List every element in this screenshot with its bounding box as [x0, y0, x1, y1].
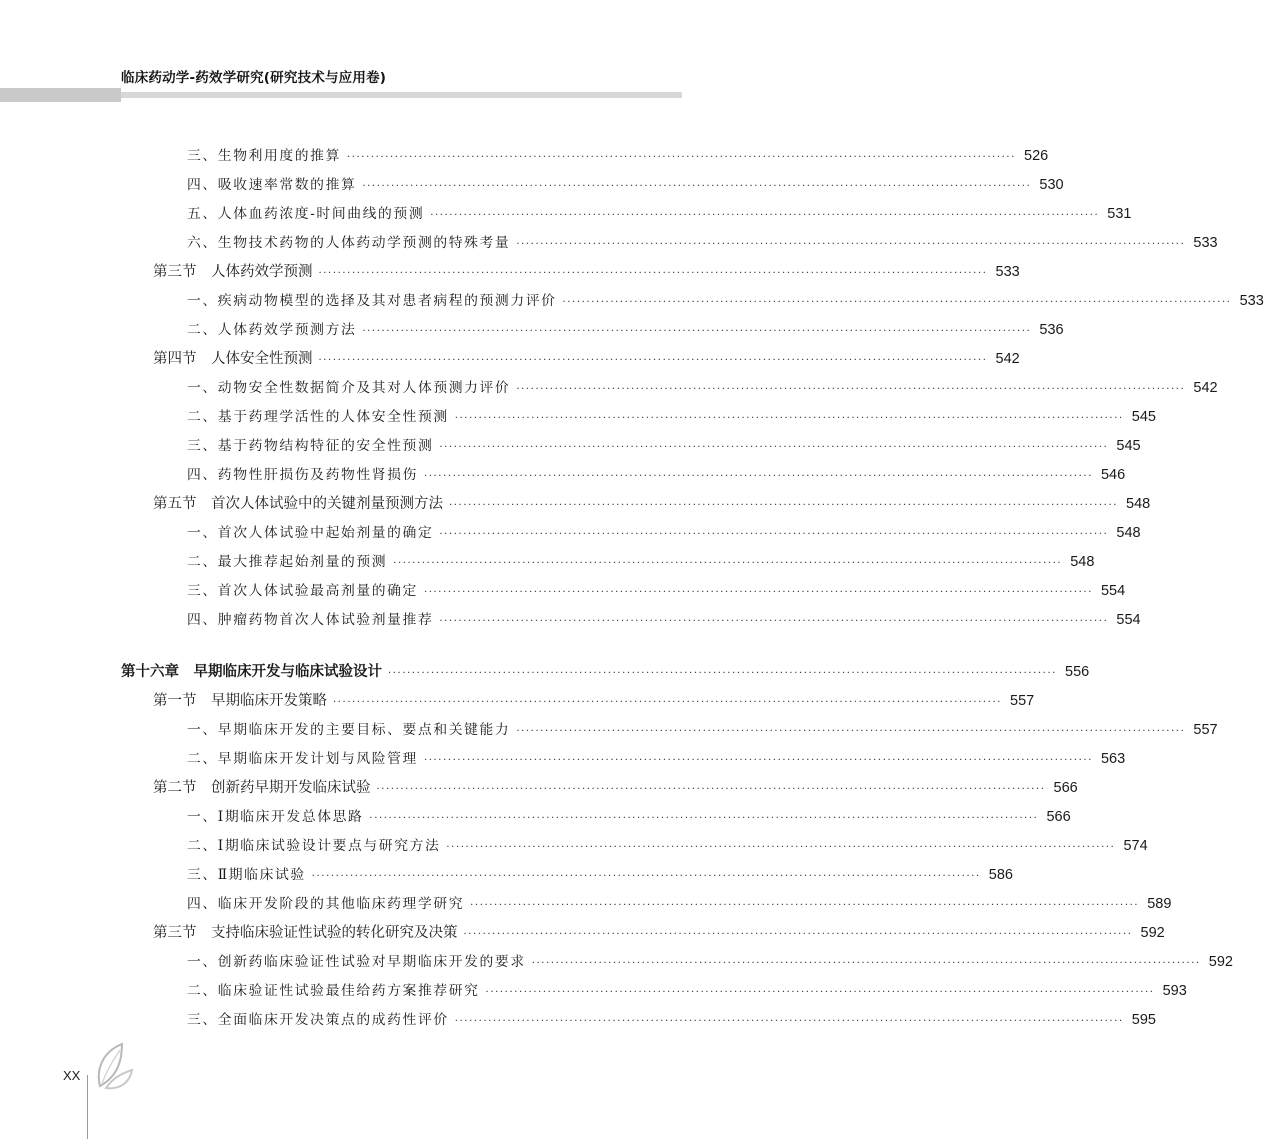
toc-leader-dots: ············································································································································ [346, 152, 1016, 163]
toc-entry-page: 589 [1147, 896, 1172, 912]
toc-section-entry [153, 691, 1035, 713]
toc-leader-dots: ············································································································································ [562, 297, 1232, 308]
toc-entry-label: 三、Ⅱ期临床试验 [187, 867, 306, 883]
toc-section-entry [153, 494, 1151, 516]
leaf-icon [92, 1040, 136, 1092]
toc-leader-dots: ············································································································································ [454, 1016, 1124, 1027]
toc-entry-page: 545 [1116, 438, 1141, 454]
toc-subsection-entry [187, 981, 1187, 1003]
footer-rule [87, 1075, 88, 1139]
toc-leader-dots: ············································································································································ [393, 558, 1063, 569]
toc-leader-dots: ············································································································································ [376, 784, 1046, 795]
header-bar-dark [0, 88, 121, 102]
toc-entry-label: 第二节 创新药早期开发临床试验 [153, 780, 371, 796]
toc-entry-page: 592 [1208, 954, 1233, 970]
toc-subsection-entry [187, 952, 1233, 974]
toc-entry-page: 593 [1162, 983, 1187, 999]
header-title: 临床药动学-药效学研究(研究技术与应用卷) [121, 70, 387, 86]
toc-entry-label: 四、临床开发阶段的其他临床药理学研究 [187, 896, 465, 912]
toc-leader-dots: ············································································································································ [423, 587, 1093, 598]
toc-entry-label: 一、疾病动物模型的选择及其对患者病程的预测力评价 [187, 293, 557, 309]
toc-leader-dots: ············································································································································ [311, 871, 981, 882]
toc-entry-page: 548 [1070, 554, 1095, 570]
toc-entry-label: 二、早期临床开发计划与风险管理 [187, 751, 418, 767]
toc-leader-dots: ············································································································································ [516, 726, 1186, 737]
toc-subsection-entry [187, 581, 1126, 603]
toc-entry-label: 第四节 人体安全性预测 [153, 351, 313, 367]
toc-entry-label: 一、Ⅰ期临床开发总体思路 [187, 809, 364, 825]
toc-leader-dots: ············································································································································ [439, 442, 1109, 453]
toc-entry-page: 548 [1116, 525, 1141, 541]
toc-leader-dots: ············································································································································ [430, 210, 1100, 221]
toc-entry-page: 548 [1126, 496, 1151, 512]
toc-subsection-entry [187, 204, 1132, 226]
toc-leader-dots: ············································································································································ [470, 900, 1140, 911]
toc-section-entry [153, 349, 1020, 371]
toc-leader-dots: ············································································································································ [516, 239, 1186, 250]
toc-entry-page: 545 [1131, 409, 1156, 425]
toc-entry-page: 595 [1131, 1012, 1156, 1028]
toc-entry-label: 一、早期临床开发的主要目标、要点和关键能力 [187, 722, 511, 738]
toc-leader-dots: ············································································································································ [318, 355, 988, 366]
toc-leader-dots: ············································································································································ [454, 413, 1124, 424]
toc-entry-label: 三、生物利用度的推算 [187, 148, 341, 164]
toc-leader-dots: ············································································································································ [446, 842, 1116, 853]
toc-entry-page: 592 [1140, 925, 1165, 941]
toc-entry-label: 第十六章 早期临床开发与临床试验设计 [121, 664, 382, 680]
toc-leader-dots: ············································································································································ [423, 755, 1093, 766]
toc-leader-dots: ············································································································································ [369, 813, 1039, 824]
toc-entry-page: 533 [995, 264, 1020, 280]
toc-leader-dots: ············································································································································ [516, 384, 1186, 395]
toc-entry-label: 一、创新药临床验证性试验对早期临床开发的要求 [187, 954, 526, 970]
toc-subsection-entry [187, 291, 1264, 313]
toc-subsection-entry [187, 320, 1064, 342]
toc-leader-dots: ············································································································································ [362, 326, 1032, 337]
toc-subsection-entry [187, 552, 1095, 574]
toc-subsection-entry [187, 894, 1172, 916]
toc-subsection-entry [187, 146, 1049, 168]
toc-subsection-entry [187, 233, 1218, 255]
toc-subsection-entry [187, 523, 1141, 545]
toc-entry-label: 二、Ⅰ期临床试验设计要点与研究方法 [187, 838, 441, 854]
toc-entry-page: 533 [1239, 293, 1264, 309]
toc-entry-page: 563 [1100, 751, 1126, 767]
toc-entry-label: 五、人体血药浓度-时间曲线的预测 [187, 206, 425, 222]
toc-entry-label: 二、最大推荐起始剂量的预测 [187, 554, 388, 570]
toc-entry-label: 三、首次人体试验最高剂量的确定 [187, 583, 418, 599]
toc-leader-dots: ············································································································································ [318, 268, 988, 279]
toc-leader-dots: ············································································································································ [439, 616, 1109, 627]
toc-entry-page: 557 [1193, 722, 1218, 738]
toc-leader-dots: ············································································································································ [463, 929, 1133, 940]
toc-subsection-entry [187, 749, 1126, 771]
toc-entry-page: 557 [1010, 693, 1035, 709]
toc-leader-dots: ············································································································································ [531, 958, 1201, 969]
toc-entry-label: 二、基于药理学活性的人体安全性预测 [187, 409, 449, 425]
toc-leader-dots: ············································································································································ [388, 668, 1058, 679]
toc-section-entry [153, 262, 1020, 284]
toc-entry-page: 566 [1053, 780, 1078, 796]
header-bar-light [121, 92, 682, 98]
toc-entry-label: 第一节 早期临床开发策略 [153, 693, 327, 709]
toc-subsection-entry [187, 407, 1156, 429]
toc-entry-page: 526 [1024, 148, 1049, 164]
toc-subsection-entry [187, 378, 1218, 400]
toc-entry-label: 二、人体药效学预测方法 [187, 322, 357, 338]
toc-entry-label: 二、临床验证性试验最佳给药方案推荐研究 [187, 983, 480, 999]
toc-entry-label: 四、药物性肝损伤及药物性肾损伤 [187, 467, 418, 483]
toc-entry-label: 一、首次人体试验中起始剂量的确定 [187, 525, 434, 541]
toc-entry-label: 第三节 支持临床验证性试验的转化研究及决策 [153, 925, 458, 941]
toc-entry-label: 第三节 人体药效学预测 [153, 264, 313, 280]
toc-section-entry [153, 778, 1078, 800]
toc-entry-page: 530 [1039, 177, 1064, 193]
toc-subsection-entry [187, 436, 1141, 458]
toc-subsection-entry [187, 1010, 1156, 1032]
toc-subsection-entry [187, 720, 1218, 742]
toc-subsection-entry [187, 807, 1071, 829]
toc-entry-page: 586 [988, 867, 1013, 883]
toc-leader-dots: ············································································································································ [423, 471, 1093, 482]
toc-entry-label: 三、基于药物结构特征的安全性预测 [187, 438, 434, 454]
toc-entry-page: 536 [1039, 322, 1064, 338]
toc-entry-label: 六、生物技术药物的人体药动学预测的特殊考量 [187, 235, 511, 251]
toc-chapter-entry [121, 662, 1090, 684]
toc-subsection-entry [187, 865, 1013, 887]
toc-entry-page: 566 [1046, 809, 1071, 825]
toc-entry-label: 一、动物安全性数据简介及其对人体预测力评价 [187, 380, 511, 396]
toc-entry-label: 三、全面临床开发决策点的成药性评价 [187, 1012, 449, 1028]
toc-entry-page: 542 [995, 351, 1020, 367]
toc-leader-dots: ············································································································································ [485, 987, 1155, 998]
toc-entry-page: 554 [1100, 583, 1126, 599]
toc-subsection-entry [187, 836, 1148, 858]
toc-subsection-entry [187, 610, 1141, 632]
toc-entry-label: 第五节 首次人体试验中的关键剂量预测方法 [153, 496, 443, 512]
toc-entry-page: 574 [1123, 838, 1148, 854]
toc-leader-dots: ············································································································································ [333, 697, 1003, 708]
toc-entry-page: 546 [1100, 467, 1126, 483]
toc-entry-page: 533 [1193, 235, 1218, 251]
toc-subsection-entry [187, 175, 1064, 197]
toc-entry-label: 四、吸收速率常数的推算 [187, 177, 357, 193]
toc-leader-dots: ············································································································································ [362, 181, 1032, 192]
toc-entry-page: 531 [1107, 206, 1132, 222]
toc-entry-page: 542 [1193, 380, 1218, 396]
toc-section-entry [153, 923, 1165, 945]
toc-entry-page: 556 [1065, 664, 1090, 680]
toc-entry-page: 554 [1116, 612, 1141, 628]
page-number: XX [63, 1068, 81, 1083]
toc-leader-dots: ············································································································································ [439, 529, 1109, 540]
toc-leader-dots: ············································································································································ [449, 500, 1119, 511]
toc-entry-label: 四、肿瘤药物首次人体试验剂量推荐 [187, 612, 434, 628]
toc-subsection-entry [187, 465, 1126, 487]
